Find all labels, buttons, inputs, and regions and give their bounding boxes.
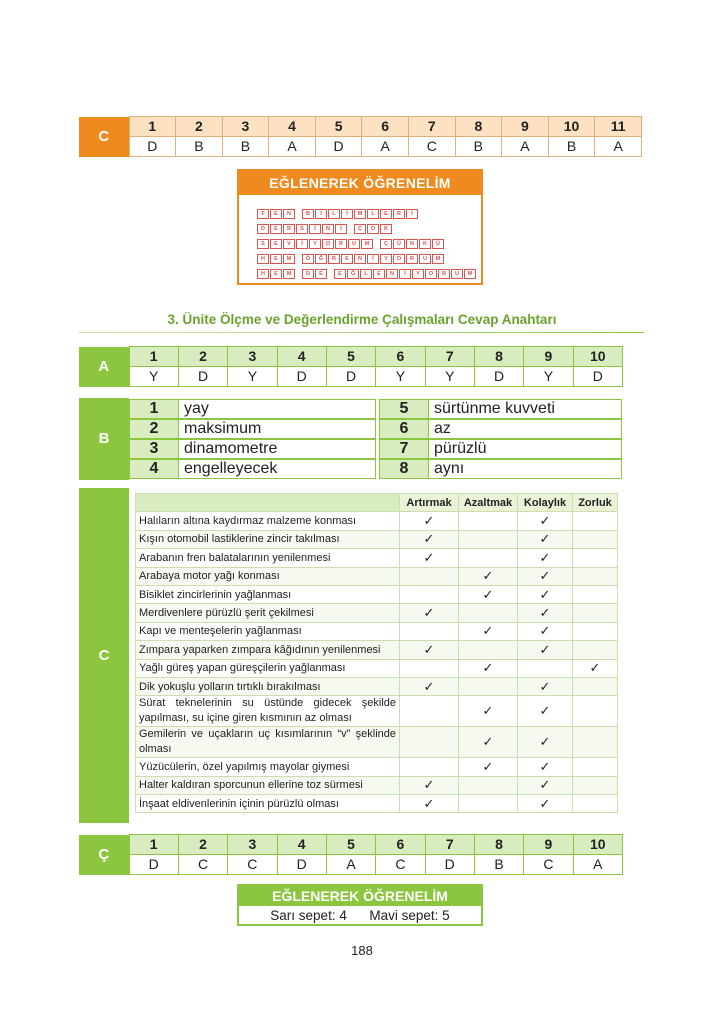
empty-cell [459,512,518,530]
question-number: 10 [573,347,622,367]
answer-cell: B [455,137,502,157]
section-label: Ç [79,835,129,875]
check-mark-icon: ✓ [400,677,459,695]
question-number: 9 [524,835,573,855]
situation-text: Yağlı güreş yapan güreşçilerin yağlanması [136,659,400,677]
puzzle-word [257,209,296,219]
friction-table [135,493,618,813]
column-header: Zorluk [573,494,618,512]
situation-text: Sürat teknelerinin su üstünde gidecek şekilde yapılması, su içine giren kısmının az olması [136,696,400,727]
table-row [136,604,618,622]
check-mark-icon: ✓ [518,512,573,530]
question-number: 7 [425,347,474,367]
b-answer-text: aynı [428,459,622,479]
answer-cell: B [474,855,523,875]
empty-cell [400,758,459,776]
empty-cell [459,530,518,548]
empty-cell [400,622,459,640]
question-number: 1 [129,835,178,855]
puzzle-letter-cell: Ö [302,254,314,264]
b-answer-text: engelleyecek [178,459,376,479]
answer-key-cc [79,834,623,875]
situation-text: Arabanın fren balatalarının yenilenmesi [136,549,400,567]
check-mark-icon: ✓ [400,604,459,622]
puzzle-word [257,269,296,279]
empty-cell [573,585,618,603]
answer-cell: Y [228,367,277,387]
question-number: 3 [222,117,269,137]
empty-cell [459,641,518,659]
puzzle-row [257,209,419,219]
puzzle-letter-cell: N [354,254,366,264]
empty-cell [400,567,459,585]
check-mark-icon: ✓ [518,727,573,758]
situation-text: Halter kaldıran sporcunun ellerine toz sürmesi [136,776,400,794]
puzzle-letter-cell: E [270,269,282,279]
question-number: 10 [573,835,622,855]
answer-cell: A [502,137,549,157]
check-mark-icon: ✓ [459,659,518,677]
b-question-number: 1 [129,399,179,419]
puzzle-letter-cell: N [283,209,295,219]
answer-key-c-table [79,488,623,823]
puzzle-letter-cell: İ [315,209,327,219]
puzzle-letter-cell: L [328,209,340,219]
empty-cell [573,677,618,695]
puzzle-letter-cell: O [393,254,405,264]
answer-cell: D [474,367,523,387]
puzzle-letter-cell: Ğ [315,254,327,264]
section-label: C [98,647,110,664]
check-mark-icon: ✓ [459,758,518,776]
puzzle-letter-cell: O [367,224,379,234]
b-question-number: 2 [129,419,179,439]
blue-basket-count: Mavi sepet: 5 [369,908,450,923]
puzzle-letter-cell: K [380,224,392,234]
puzzle-letter-cell: B [302,209,314,219]
answer-cell: A [573,855,622,875]
check-mark-icon: ✓ [459,727,518,758]
table-row [136,530,618,548]
answer-cell: D [315,137,362,157]
puzzle-letter-cell: Ç [380,239,392,249]
puzzle-letter-cell: M [283,269,295,279]
question-number: 3 [228,347,277,367]
empty-cell [573,696,618,727]
check-mark-icon: ✓ [400,530,459,548]
b-question-number: 3 [129,439,179,459]
b-question-number: 4 [129,459,179,479]
situation-text: Dik yokuşlu yolların tırtıklı bırakılması [136,677,400,695]
b-question-number: 5 [379,399,429,419]
answer-cell: C [524,855,573,875]
puzzle-word [257,254,296,264]
table-row [136,659,618,677]
situation-text: Gemilerin ve uçakların uç kısımlarının “v” şeklinde olması [136,727,400,758]
situation-text: Bisiklet zincirlerinin yağlanması [136,585,400,603]
puzzle-letter-cell: M [354,209,366,219]
puzzle-letter-cell: E [380,209,392,219]
empty-cell [573,549,618,567]
question-number: 3 [228,835,277,855]
table-row [136,585,618,603]
question-number: 6 [376,835,425,855]
check-mark-icon: ✓ [400,641,459,659]
puzzle-letter-cell: R [335,239,347,249]
b-answer-text: maksimum [178,419,376,439]
question-number: 5 [315,117,362,137]
situation-text: Zımpara yaparken zımpara kâğıdının yenilenmesi [136,641,400,659]
table-row [136,677,618,695]
empty-cell [459,604,518,622]
header-blank [136,494,400,512]
question-number: 7 [408,117,455,137]
puzzle-letter-cell: O [322,239,334,249]
check-mark-icon: ✓ [400,795,459,813]
answer-cell: B [222,137,269,157]
fun-box-title: EĞLENEREK ÖĞRENELİM [239,171,481,195]
puzzle-row [257,254,445,264]
puzzle-letter-cell: E [270,224,282,234]
puzzle-letter-cell: İ [335,224,347,234]
section-label: A [79,347,129,387]
b-answer-text: yay [178,399,376,419]
check-mark-icon: ✓ [400,512,459,530]
puzzle-letter-cell: İ [399,269,411,279]
question-number: 11 [595,117,642,137]
question-number: 9 [502,117,549,137]
puzzle-row [257,269,477,279]
answer-cell: D [129,855,178,875]
empty-cell [573,530,618,548]
situation-text: Yüzücülerin, özel yapılmış mayolar giymesi [136,758,400,776]
puzzle-letter-cell: D [302,269,314,279]
b-answer-text: pürüzlü [428,439,622,459]
puzzle-word [302,269,328,279]
empty-cell [573,604,618,622]
check-mark-icon: ✓ [518,758,573,776]
puzzle-letter-cell: E [270,209,282,219]
unit-answer-key-title: 3. Ünite Ölçme ve Değerlendirme Çalışmaları Cevap Anahtarı [167,312,557,327]
answer-cell: Y [425,367,474,387]
puzzle-word [302,209,419,219]
answer-cell: B [548,137,595,157]
table-row [136,549,618,567]
question-number: 5 [326,347,375,367]
empty-cell [573,567,618,585]
puzzle-letter-cell: Ç [354,224,366,234]
puzzle-letter-cell: R [393,209,405,219]
puzzle-letter-cell: L [367,209,379,219]
answer-cell: D [425,855,474,875]
page-number: 188 [351,943,373,958]
puzzle-letter-cell: E [315,269,327,279]
empty-cell [518,659,573,677]
puzzle-letter-cell: F [257,209,269,219]
answer-cell: Y [524,367,573,387]
puzzle-letter-cell: D [257,224,269,234]
puzzle-letter-cell: S [296,224,308,234]
answer-cell: D [277,367,326,387]
puzzle-letter-cell: N [406,239,418,249]
question-number: 4 [277,347,326,367]
table-row [136,512,618,530]
situation-text: Merdivenlere pürüzlü şerit çekilmesi [136,604,400,622]
puzzle-letter-cell: Ğ [347,269,359,279]
puzzle-letter-cell: H [257,254,269,264]
answer-cell: D [326,367,375,387]
puzzle-letter-cell: İ [406,209,418,219]
title-divider [78,332,644,333]
question-number: 9 [524,347,573,367]
b-answer-text: dinamometre [178,439,376,459]
question-number: 8 [474,835,523,855]
puzzle-letter-cell: R [406,254,418,264]
puzzle-letter-cell: M [432,254,444,264]
puzzle-letter-cell: Y [412,269,424,279]
empty-cell [459,795,518,813]
question-number: 10 [548,117,595,137]
answer-cell: D [573,367,622,387]
situation-text: Halıların altına kaydırmaz malzeme konması [136,512,400,530]
check-mark-icon: ✓ [518,604,573,622]
puzzle-letter-cell: İ [309,224,321,234]
puzzle-letter-cell: Y [309,239,321,249]
puzzle-word [380,239,445,249]
question-number: 4 [269,117,316,137]
check-mark-icon: ✓ [518,530,573,548]
puzzle-letter-cell: Y [380,254,392,264]
answer-key-a [79,346,623,387]
puzzle-letter-cell: R [328,254,340,264]
question-number: 1 [129,347,178,367]
puzzle-row [257,239,445,249]
fun-learning-box-green [237,884,483,926]
section-label: C [79,117,129,157]
empty-cell [400,659,459,677]
check-mark-icon: ✓ [573,659,618,677]
section-label: B [98,430,110,447]
answer-cell: B [176,137,223,157]
question-number: 7 [425,835,474,855]
table-row [136,758,618,776]
table-row [136,776,618,794]
check-mark-icon: ✓ [518,622,573,640]
situation-text: İnşaat eldivenlerinin içinin pürüzlü olması [136,795,400,813]
empty-cell [459,677,518,695]
puzzle-letter-cell: E [341,254,353,264]
puzzle-word [302,254,445,264]
column-header: Kolaylık [518,494,573,512]
question-number: 2 [176,117,223,137]
puzzle-row [257,224,393,234]
puzzle-letter-cell: E [270,254,282,264]
puzzle-letter-cell: U [419,254,431,264]
question-number: 2 [178,347,227,367]
check-mark-icon: ✓ [518,567,573,585]
table-row [136,622,618,640]
check-mark-icon: ✓ [459,622,518,640]
answer-key-c-top [79,116,642,157]
table-row [136,727,618,758]
puzzle-letter-cell: M [361,239,373,249]
answer-cell: D [277,855,326,875]
answer-cell: D [129,137,176,157]
column-header: Artırmak [400,494,459,512]
puzzle-letter-cell: İ [341,209,353,219]
puzzle-letter-cell: N [322,224,334,234]
empty-cell [573,512,618,530]
empty-cell [400,696,459,727]
fun-learning-box-orange [237,169,483,285]
empty-cell [573,622,618,640]
puzzle-letter-cell: Ü [432,239,444,249]
puzzle-letter-cell: İ [367,254,379,264]
b-question-number: 8 [379,459,429,479]
puzzle-letter-cell: H [257,269,269,279]
empty-cell [573,641,618,659]
b-question-number: 7 [379,439,429,459]
question-number: 2 [178,835,227,855]
puzzle-letter-cell: N [386,269,398,279]
column-header: Azaltmak [459,494,518,512]
table-row [136,795,618,813]
answer-cell: A [326,855,375,875]
empty-cell [573,795,618,813]
puzzle-letter-cell: V [283,239,295,249]
empty-cell [573,758,618,776]
empty-cell [400,727,459,758]
b-answer-text: sürtünme kuvveti [428,399,622,419]
empty-cell [400,585,459,603]
puzzle-letter-cell: U [451,269,463,279]
situation-text: Kapı ve menteşelerin yağlanması [136,622,400,640]
puzzle-letter-cell: E [373,269,385,279]
puzzle-letter-cell: M [464,269,476,279]
table-row [136,641,618,659]
empty-cell [573,727,618,758]
check-mark-icon: ✓ [459,696,518,727]
puzzle-letter-cell: S [257,239,269,249]
question-number: 6 [376,347,425,367]
question-number: 4 [277,835,326,855]
b-question-number: 6 [379,419,429,439]
situation-text: Arabaya motor yağı konması [136,567,400,585]
check-mark-icon: ✓ [518,585,573,603]
table-row [136,567,618,585]
question-number: 1 [129,117,176,137]
answer-cell: Y [376,367,425,387]
answer-cell: C [178,855,227,875]
puzzle-letter-cell: Ü [393,239,405,249]
check-mark-icon: ✓ [400,776,459,794]
question-number: 5 [326,835,375,855]
empty-cell [573,776,618,794]
answer-cell: C [408,137,455,157]
check-mark-icon: ✓ [459,585,518,603]
fun-box-title: EĞLENEREK ÖĞRENELİM [239,886,481,906]
question-number: 8 [474,347,523,367]
answer-cell: Y [129,367,178,387]
puzzle-letter-cell: U [348,239,360,249]
puzzle-word [354,224,393,234]
puzzle-letter-cell: E [334,269,346,279]
question-number: 8 [455,117,502,137]
check-mark-icon: ✓ [518,641,573,659]
situation-text: Kışın otomobil lastiklerine zincir takılması [136,530,400,548]
answer-key-b [79,398,623,480]
table-row [136,696,618,727]
answer-cell: A [595,137,642,157]
puzzle-letter-cell: R [283,224,295,234]
check-mark-icon: ✓ [518,677,573,695]
answer-cell: A [362,137,409,157]
answer-cell: A [269,137,316,157]
puzzle-letter-cell: İ [296,239,308,249]
check-mark-icon: ✓ [518,696,573,727]
empty-cell [459,549,518,567]
yellow-basket-count: Sarı sepet: 4 [270,908,347,923]
check-mark-icon: ✓ [518,776,573,794]
empty-cell [459,776,518,794]
check-mark-icon: ✓ [518,795,573,813]
check-mark-icon: ✓ [459,567,518,585]
answer-cell: D [178,367,227,387]
answer-cell: C [376,855,425,875]
puzzle-word [334,269,477,279]
answer-cell: C [228,855,277,875]
puzzle-letter-cell: M [283,254,295,264]
puzzle-letter-cell: R [438,269,450,279]
puzzle-letter-cell: O [425,269,437,279]
puzzle-word [257,239,374,249]
puzzle-letter-cell: L [360,269,372,279]
b-answer-text: az [428,419,622,439]
puzzle-word [257,224,348,234]
puzzle-letter-cell: K [419,239,431,249]
question-number: 6 [362,117,409,137]
check-mark-icon: ✓ [400,549,459,567]
puzzle-letter-cell: E [270,239,282,249]
check-mark-icon: ✓ [518,549,573,567]
